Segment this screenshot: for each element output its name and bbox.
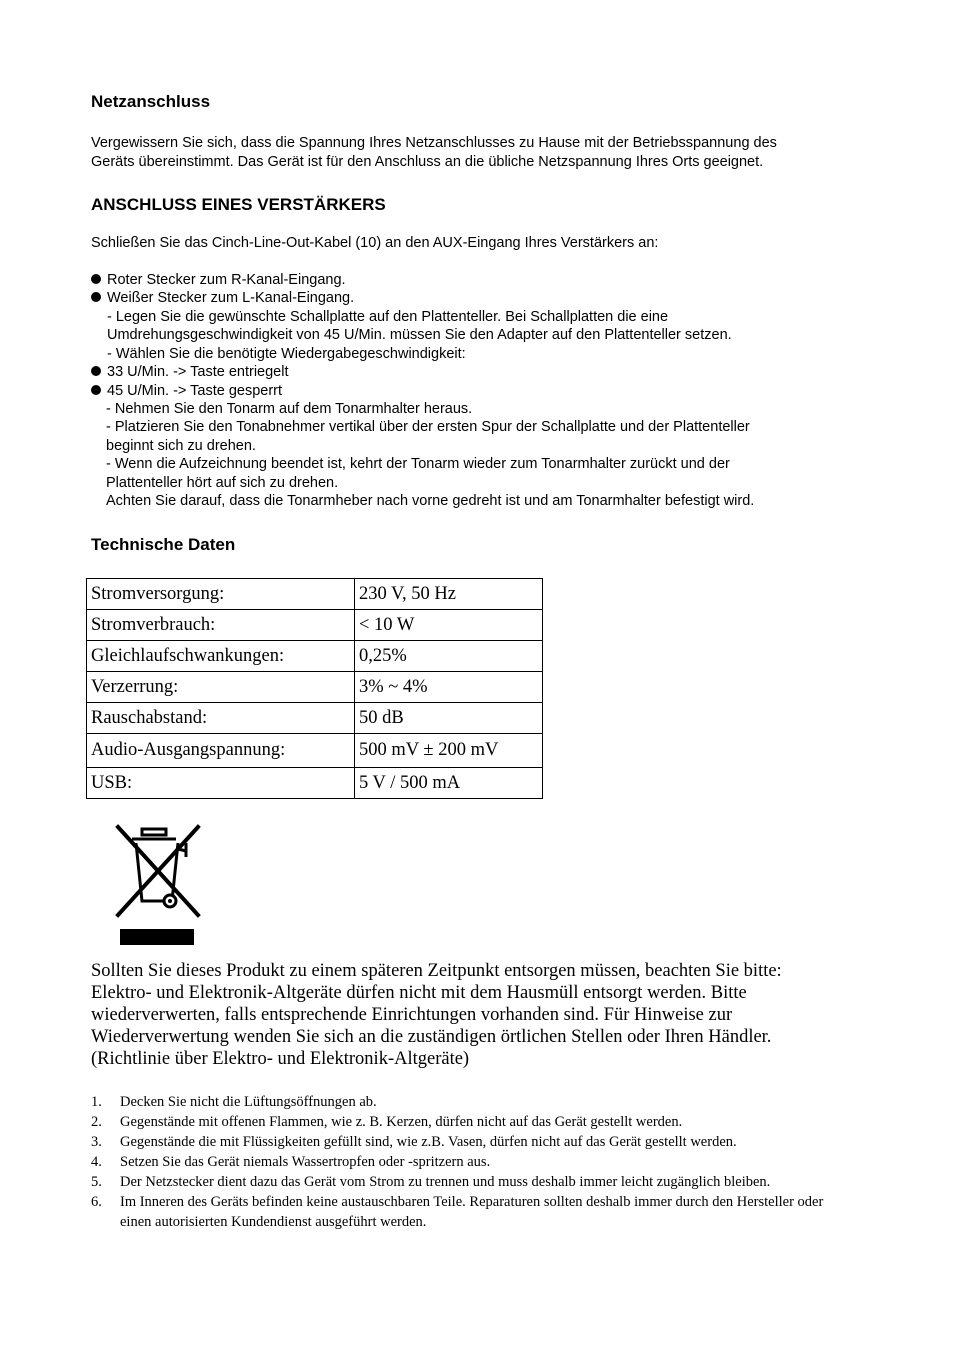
list-item-text: Der Netzstecker dient dazu das Gerät vom Strom zu trennen und muss deshalb immer leicht zugänglich bleiben. [120, 1174, 771, 1190]
heading-netzanschluss: Netzanschluss [91, 92, 211, 111]
spec-label: USB: [87, 768, 355, 799]
amp-text-line: - Wählen Sie die benötigte Wiedergabegeschwindigkeit: [107, 346, 466, 362]
list-item-text: Gegenstände mit offenen Flammen, wie z. B. Kerzen, dürfen nicht auf das Gerät gestellt werden. [120, 1114, 683, 1130]
table-row [87, 672, 543, 703]
list-item [91, 1112, 851, 1132]
list-item-number: 1. [91, 1094, 102, 1110]
bullet-icon [91, 292, 101, 302]
table-row [87, 641, 543, 672]
amp-text-line: - Nehmen Sie den Tonarm auf dem Tonarmhalter heraus. [106, 401, 473, 417]
table-row [87, 768, 543, 799]
spec-label: Rauschabstand: [87, 703, 355, 734]
heading-technical-data: Technische Daten [91, 535, 236, 554]
weee-line: Sollten Sie dieses Produkt zu einem späteren Zeitpunkt entsorgen müssen, beachten Sie bitte: [91, 961, 782, 981]
spec-value: 0,25% [355, 641, 543, 672]
weee-paragraph [91, 960, 782, 1070]
list-item-text: Im Inneren des Geräts befinden keine austauschbaren Teile. Reparaturen sollten deshalb immer durch den Hersteller oder einen autorisierten Kundendienst ausgeführt werden. [120, 1194, 824, 1230]
amp-text-line: beginnt sich zu drehen. [106, 438, 256, 454]
amp-bullet-item: 45 U/Min. -> Taste gesperrt [91, 382, 282, 401]
amp-text-line: Plattenteller hört auf sich zu drehen. [106, 475, 339, 491]
technical-data-table [86, 578, 543, 799]
power-text-line-1: Vergewissern Sie sich, dass die Spannung Ihres Netzanschlusses zu Hause mit der Betriebsspannung des [91, 135, 777, 151]
spec-label: Audio-Ausgangspannung: [87, 734, 355, 768]
spec-value: < 10 W [355, 610, 543, 641]
list-item-number: 5. [91, 1174, 102, 1190]
list-item-number: 4. [91, 1154, 102, 1170]
list-item [91, 1152, 851, 1172]
list-item-number: 6. [91, 1194, 102, 1210]
power-text-line-2: Geräts übereinstimmt. Das Gerät ist für den Anschluss an die übliche Netzspannung Ihres Orts geeignet. [91, 154, 764, 170]
spec-label: Stromverbrauch: [87, 610, 355, 641]
list-item-number: 3. [91, 1134, 102, 1150]
list-item-text: Gegenstände die mit Flüssigkeiten gefüllt sind, wie z.B. Vasen, dürfen nicht auf das Gerät gestellt werden. [120, 1134, 737, 1150]
spec-label: Verzerrung: [87, 672, 355, 703]
amp-text-line: Umdrehungsgeschwindigkeit von 45 U/Min. müssen Sie den Adapter auf den Plattenteller setzen. [107, 327, 732, 343]
amp-text-line: Achten Sie darauf, dass die Tonarmheber nach vorne gedreht ist und am Tonarmhalter befestigt wird. [106, 493, 755, 509]
table-row [87, 610, 543, 641]
amp-text-line: - Wenn die Aufzeichnung beendet ist, kehrt der Tonarm wieder zum Tonarmhalter zurückt und der [106, 456, 730, 472]
spec-value: 5 V / 500 mA [355, 768, 543, 799]
bullet-icon [91, 385, 101, 395]
list-item [91, 1092, 851, 1112]
amp-bullet-item: Roter Stecker zum R-Kanal-Eingang. [91, 271, 346, 290]
table-row [87, 703, 543, 734]
list-item [91, 1172, 851, 1192]
list-item [91, 1192, 851, 1232]
spec-value: 500 mV ± 200 mV [355, 734, 543, 768]
amp-text-line: - Legen Sie die gewünschte Schallplatte auf den Plattenteller. Bei Schallplatten die eine [107, 309, 669, 325]
list-item-text: Setzen Sie das Gerät niemals Wassertropfen oder -spritzern aus. [120, 1154, 491, 1170]
amp-bullet-item: Weißer Stecker zum L-Kanal-Eingang. [91, 289, 354, 308]
weee-line: wiederverwerten, falls entsprechende Einrichtungen vorhanden sind. Für Hinweise zur [91, 1005, 733, 1025]
crossed-out-wheelie-bin-icon [112, 823, 204, 949]
list-item-text: Decken Sie nicht die Lüftungsöffnungen ab. [120, 1094, 377, 1110]
amp-intro: Schließen Sie das Cinch-Line-Out-Kabel (10) an den AUX-Eingang Ihres Verstärkers an: [91, 235, 659, 251]
amp-bullet-item: 33 U/Min. -> Taste entriegelt [91, 363, 288, 382]
spec-label: Gleichlaufschwankungen: [87, 641, 355, 672]
table-row [87, 734, 543, 768]
list-item-number: 2. [91, 1114, 102, 1130]
spec-value: 3% ~ 4% [355, 672, 543, 703]
weee-line: Elektro- und Elektronik-Altgeräte dürfen nicht mit dem Hausmüll entsorgt werden. Bitte [91, 983, 747, 1003]
safety-notes [91, 1092, 851, 1232]
heading-amplifier: ANSCHLUSS EINES VERSTÄRKERS [91, 195, 386, 214]
safety-notes-list [91, 1092, 851, 1232]
list-item [91, 1132, 851, 1152]
spec-label: Stromversorgung: [87, 579, 355, 610]
bullet-icon [91, 274, 101, 284]
spec-value: 50 dB [355, 703, 543, 734]
amp-text-line: - Platzieren Sie den Tonabnehmer vertikal über der ersten Spur der Schallplatte und der Plattenteller [106, 419, 750, 435]
bullet-icon [91, 366, 101, 376]
weee-line: Wiederverwertung wenden Sie sich an die zuständigen örtlichen Stellen oder Ihren Händler. [91, 1027, 772, 1047]
spec-value: 230 V, 50 Hz [355, 579, 543, 610]
weee-line: (Richtlinie über Elektro- und Elektronik-Altgeräte) [91, 1049, 470, 1069]
table-row [87, 579, 543, 610]
